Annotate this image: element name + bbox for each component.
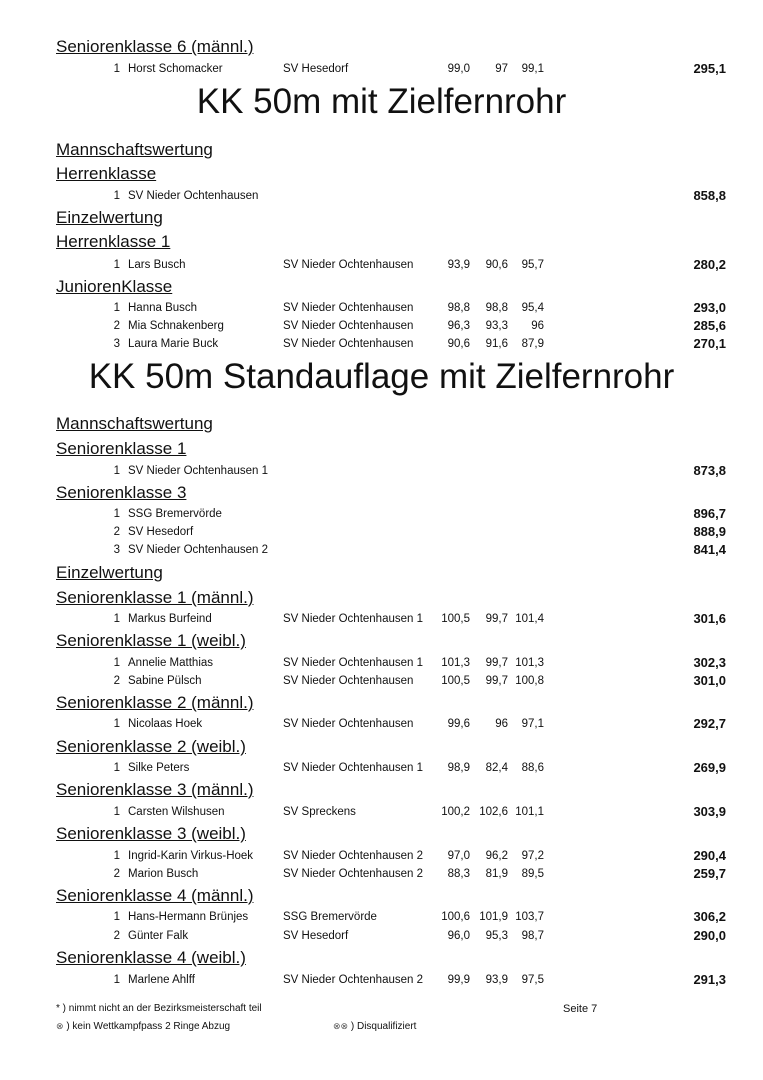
series-1-score: 96,0 <box>447 930 470 942</box>
total-score: 873,8 <box>693 463 726 478</box>
series-3-score: 95,7 <box>521 259 544 271</box>
shooter-name: Hanna Busch <box>128 302 198 314</box>
rank: 1 <box>113 613 120 625</box>
series-1-score: 98,8 <box>447 302 470 314</box>
series-1-score: 93,9 <box>447 259 470 271</box>
series-1-score: 98,9 <box>447 762 470 774</box>
shooter-name: Horst Schomacker <box>128 63 223 75</box>
rank: 2 <box>113 868 120 880</box>
series-2-score: 99,7 <box>485 613 508 625</box>
series-3-score: 88,6 <box>521 762 544 774</box>
result-row <box>0 256 763 274</box>
shooter-name: Carsten Wilshusen <box>128 806 225 818</box>
result-row <box>0 60 763 78</box>
total-score: 290,4 <box>693 848 726 863</box>
series-1-score: 99,6 <box>447 718 470 730</box>
total-score: 303,9 <box>693 804 726 819</box>
shooter-name: SV Nieder Ochtenhausen 2 <box>128 544 269 556</box>
total-score: 301,0 <box>693 673 726 688</box>
club-name: SV Nieder Ochtenhausen <box>283 338 414 350</box>
club-name: SV Hesedorf <box>283 930 349 942</box>
series-2-score: 96,2 <box>485 850 508 862</box>
series-3-score: 98,7 <box>521 930 544 942</box>
series-1-score: 99,9 <box>447 974 470 986</box>
total-score: 290,0 <box>693 928 726 943</box>
series-2-score: 96 <box>495 718 508 730</box>
series-2-score: 97 <box>495 63 508 75</box>
series-2-score: 93,9 <box>485 974 508 986</box>
result-row <box>0 927 763 945</box>
club-name: SV Nieder Ochtenhausen <box>283 302 414 314</box>
result-row <box>0 299 763 317</box>
section-heading: Seniorenklasse 2 (männl.) <box>56 693 254 712</box>
rank: 1 <box>113 806 120 818</box>
total-score: 888,9 <box>693 524 726 539</box>
series-2-score: 99,7 <box>485 657 508 669</box>
no-pass-symbol-icon: ⊗ <box>56 1021 64 1031</box>
result-row <box>0 317 763 335</box>
series-1-score: 100,5 <box>441 613 470 625</box>
result-row <box>0 759 763 777</box>
series-1-score: 100,6 <box>441 911 470 923</box>
series-2-score: 98,8 <box>485 302 508 314</box>
rank: 1 <box>113 259 120 271</box>
series-2-score: 90,6 <box>485 259 508 271</box>
total-score: 295,1 <box>693 61 726 76</box>
section-heading: Einzelwertung <box>56 208 163 227</box>
shooter-name: Günter Falk <box>128 930 189 942</box>
footnote-no-pass <box>56 1021 230 1032</box>
team-result-row <box>0 505 763 523</box>
total-score: 270,1 <box>693 336 726 351</box>
series-2-score: 82,4 <box>485 762 508 774</box>
section-heading: Seniorenklasse 6 (männl.) <box>56 37 254 56</box>
series-3-score: 97,1 <box>521 718 544 730</box>
shooter-name: Mia Schnakenberg <box>128 320 224 332</box>
club-name: SV Nieder Ochtenhausen <box>283 320 414 332</box>
section-heading: Mannschaftswertung <box>56 414 213 433</box>
section-heading: Herrenklasse <box>56 164 157 183</box>
series-3-score: 97,2 <box>521 850 544 862</box>
total-score: 858,8 <box>693 188 726 203</box>
series-3-score: 101,3 <box>515 657 544 669</box>
shooter-name: Nicolaas Hoek <box>128 718 203 730</box>
section-heading: Seniorenklasse 2 (weibl.) <box>56 737 246 756</box>
series-3-score: 96 <box>531 320 544 332</box>
section-heading: Seniorenklasse 1 (weibl.) <box>56 631 246 650</box>
section-heading: Seniorenklasse 4 (weibl.) <box>56 948 246 967</box>
result-row <box>0 865 763 883</box>
series-1-score: 97,0 <box>447 850 470 862</box>
shooter-name: Sabine Pülsch <box>128 675 202 687</box>
rank: 1 <box>113 63 120 75</box>
shooter-name: Markus Burfeind <box>128 613 212 625</box>
rank: 1 <box>113 657 120 669</box>
rank: 1 <box>113 718 120 730</box>
footnote-disqualified <box>333 1021 416 1032</box>
series-3-score: 95,4 <box>521 302 544 314</box>
series-3-score: 101,4 <box>515 613 544 625</box>
rank: 2 <box>113 320 120 332</box>
rank: 1 <box>113 974 120 986</box>
series-3-score: 97,5 <box>521 974 544 986</box>
discipline-title: KK 50m mit Zielfernrohr <box>196 82 567 121</box>
section-heading: Einzelwertung <box>56 563 163 582</box>
series-2-score: 91,6 <box>485 338 508 350</box>
result-row <box>0 672 763 690</box>
section-heading: Seniorenklasse 4 (männl.) <box>56 886 254 905</box>
rank: 2 <box>113 526 120 538</box>
shooter-name: SV Nieder Ochtenhausen <box>128 190 259 202</box>
club-name: SV Nieder Ochtenhausen 1 <box>283 613 424 625</box>
shooter-name: Annelie Matthias <box>128 657 214 669</box>
section-heading: Herrenklasse 1 <box>56 232 171 251</box>
rank: 1 <box>113 190 120 202</box>
rank: 2 <box>113 930 120 942</box>
series-1-score: 101,3 <box>441 657 470 669</box>
club-name: SV Nieder Ochtenhausen <box>283 259 414 271</box>
series-2-score: 101,9 <box>479 911 508 923</box>
total-score: 269,9 <box>693 760 726 775</box>
result-row <box>0 610 763 628</box>
total-score: 306,2 <box>693 909 726 924</box>
shooter-name: Laura Marie Buck <box>128 338 219 350</box>
footnote-not-participating: * ) nimmt nicht an der Bezirksmeisterschaft teil <box>56 1003 262 1014</box>
series-2-score: 81,9 <box>485 868 508 880</box>
club-name: SV Nieder Ochtenhausen 2 <box>283 974 424 986</box>
footnote-no-pass-text: ) kein Wettkampfpass 2 Ringe Abzug <box>66 1021 231 1032</box>
page-number: Seite 7 <box>563 1003 598 1015</box>
total-score: 841,4 <box>693 542 726 557</box>
result-row <box>0 335 763 353</box>
club-name: SV Nieder Ochtenhausen 1 <box>283 657 424 669</box>
team-result-row <box>0 523 763 541</box>
rank: 1 <box>113 508 120 520</box>
club-name: SV Hesedorf <box>283 63 349 75</box>
series-3-score: 89,5 <box>521 868 544 880</box>
series-3-score: 99,1 <box>521 63 544 75</box>
club-name: SV Nieder Ochtenhausen 2 <box>283 850 424 862</box>
series-3-score: 103,7 <box>515 911 544 923</box>
shooter-name: SV Nieder Ochtenhausen 1 <box>128 465 269 477</box>
series-1-score: 100,2 <box>441 806 470 818</box>
result-row <box>0 847 763 865</box>
rank: 1 <box>113 465 120 477</box>
section-heading: Seniorenklasse 1 (männl.) <box>56 588 254 607</box>
team-result-row <box>0 187 763 205</box>
series-3-score: 100,8 <box>515 675 544 687</box>
total-score: 291,3 <box>693 972 726 987</box>
rank: 3 <box>113 544 120 556</box>
total-score: 259,7 <box>693 866 726 881</box>
series-2-score: 95,3 <box>485 930 508 942</box>
total-score: 293,0 <box>693 300 726 315</box>
series-1-score: 100,5 <box>441 675 470 687</box>
team-result-row <box>0 462 763 480</box>
result-row <box>0 971 763 989</box>
series-1-score: 90,6 <box>447 338 470 350</box>
club-name: SV Spreckens <box>283 806 356 818</box>
shooter-name: Lars Busch <box>128 259 186 271</box>
rank: 1 <box>113 911 120 923</box>
section-heading: Seniorenklasse 3 (weibl.) <box>56 824 246 843</box>
total-score: 301,6 <box>693 611 726 626</box>
series-2-score: 102,6 <box>479 806 508 818</box>
rank: 1 <box>113 762 120 774</box>
shooter-name: Marlene Ahlff <box>128 974 195 986</box>
team-result-row <box>0 541 763 559</box>
shooter-name: Silke Peters <box>128 762 190 774</box>
total-score: 285,6 <box>693 318 726 333</box>
section-heading: Seniorenklasse 3 (männl.) <box>56 780 254 799</box>
series-1-score: 99,0 <box>447 63 470 75</box>
club-name: SV Nieder Ochtenhausen <box>283 718 414 730</box>
club-name: SV Nieder Ochtenhausen 1 <box>283 762 424 774</box>
shooter-name: SV Hesedorf <box>128 526 194 538</box>
result-row <box>0 654 763 672</box>
club-name: SV Nieder Ochtenhausen 2 <box>283 868 424 880</box>
series-3-score: 101,1 <box>515 806 544 818</box>
result-row <box>0 803 763 821</box>
section-heading: Seniorenklasse 1 <box>56 439 187 458</box>
shooter-name: SSG Bremervörde <box>128 508 222 520</box>
footnote-disqualified-text: ) Disqualifiziert <box>350 1021 417 1032</box>
total-score: 280,2 <box>693 257 726 272</box>
series-3-score: 87,9 <box>521 338 544 350</box>
total-score: 302,3 <box>693 655 726 670</box>
series-2-score: 93,3 <box>485 320 508 332</box>
total-score: 896,7 <box>693 506 726 521</box>
series-1-score: 96,3 <box>447 320 470 332</box>
shooter-name: Hans-Hermann Brünjes <box>128 911 249 923</box>
series-1-score: 88,3 <box>447 868 470 880</box>
discipline-title: KK 50m Standauflage mit Zielfernrohr <box>88 357 675 396</box>
series-2-score: 99,7 <box>485 675 508 687</box>
result-row <box>0 715 763 733</box>
result-row <box>0 908 763 926</box>
club-name: SSG Bremervörde <box>283 911 377 923</box>
rank: 3 <box>113 338 120 350</box>
section-heading: JuniorenKlasse <box>56 277 173 296</box>
rank: 1 <box>113 302 120 314</box>
shooter-name: Ingrid-Karin Virkus-Hoek <box>128 850 254 862</box>
section-heading: Mannschaftswertung <box>56 140 213 159</box>
section-heading: Seniorenklasse 3 <box>56 483 187 502</box>
total-score: 292,7 <box>693 716 726 731</box>
disqualified-symbol-icon: ⊗⊗ <box>333 1021 349 1031</box>
club-name: SV Nieder Ochtenhausen <box>283 675 414 687</box>
rank: 1 <box>113 850 120 862</box>
shooter-name: Marion Busch <box>128 868 199 880</box>
rank: 2 <box>113 675 120 687</box>
